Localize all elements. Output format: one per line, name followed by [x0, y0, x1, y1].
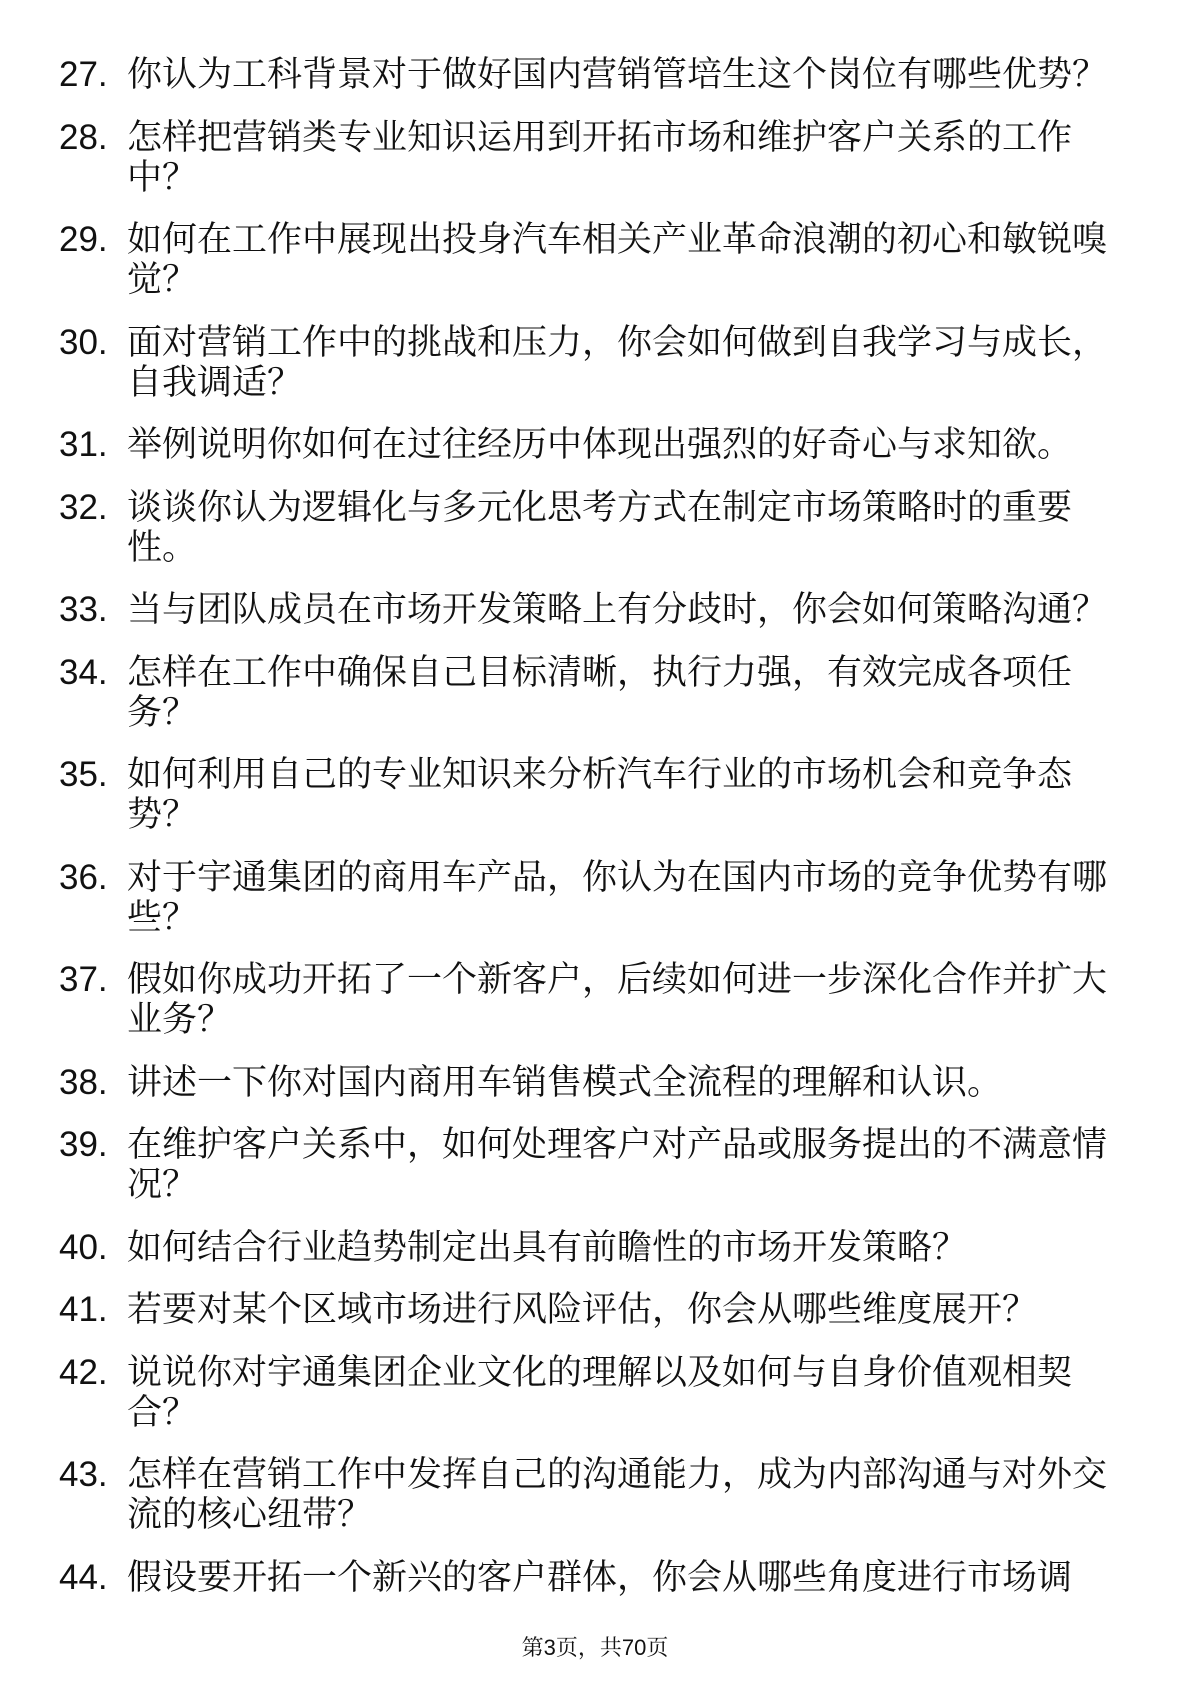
- question-text: [127, 1290, 1167, 1330]
- question-number: 34.: [59, 652, 108, 692]
- question-text-line: 若要对某个区域市场进行风险评估，你会从哪些维度展开？: [127, 1290, 1038, 1329]
- question-text: [127, 755, 1167, 835]
- question-text: [127, 590, 1167, 630]
- question-item: [0, 960, 1190, 1040]
- question-list: [0, 55, 1190, 1620]
- question-text-line: 讲述一下你对国内商用车销售模式全流程的理解和认识。: [127, 1062, 1003, 1102]
- question-number: 37.: [59, 960, 108, 999]
- question-item: [0, 220, 1190, 300]
- question-text-line: 当与团队成员在市场开发策略上有分歧时，你会如何策略沟通？: [127, 590, 1108, 629]
- question-text-line: 怎样在工作中确保自己目标清晰，执行力强，有效完成各项任: [127, 652, 1073, 692]
- question-text: [127, 1353, 1167, 1433]
- question-text-line: 流的核心纽带？: [127, 1495, 373, 1534]
- question-number: 42.: [59, 1352, 108, 1392]
- question-text-line: 如何利用自己的专业知识来分析汽车行业的市场机会和竞争态: [127, 755, 1073, 794]
- page-number-label: 第3页，共70页: [521, 1635, 669, 1660]
- question-text: [127, 1455, 1167, 1535]
- question-text: [127, 858, 1167, 938]
- question-text-line: 务？: [127, 692, 198, 732]
- question-text-line: 些？: [127, 897, 198, 937]
- question-text-line: 在维护客户关系中，如何处理客户对产品或服务提出的不满意情: [127, 1125, 1108, 1164]
- question-text: [127, 323, 1167, 403]
- question-number: 43.: [59, 1455, 108, 1494]
- question-item: [0, 1290, 1190, 1330]
- question-number: 44.: [59, 1557, 108, 1597]
- question-text-line: 业务？: [127, 1000, 233, 1039]
- question-text-line: 怎样在营销工作中发挥自己的沟通能力，成为内部沟通与对外交: [127, 1455, 1108, 1494]
- question-item: [0, 425, 1190, 465]
- question-item: [0, 1455, 1190, 1535]
- page-footer: [0, 1633, 1190, 1663]
- question-text: [127, 488, 1167, 568]
- question-text-line: 谈谈你认为逻辑化与多元化思考方式在制定市场策略时的重要: [127, 487, 1073, 527]
- question-item: [0, 653, 1190, 733]
- question-text-line: 况？: [127, 1165, 198, 1204]
- question-text: [127, 1063, 1167, 1103]
- question-text: [127, 1125, 1167, 1205]
- question-number: 41.: [59, 1290, 108, 1329]
- question-text: [127, 653, 1167, 733]
- question-text-line: 怎样把营销类专业知识运用到开拓市场和维护客户关系的工作: [127, 117, 1073, 157]
- question-number: 28.: [59, 117, 108, 157]
- question-text-line: 如何在工作中展现出投身汽车相关产业革命浪潮的初心和敏锐嗅: [127, 220, 1108, 259]
- question-text: [127, 1228, 1167, 1268]
- question-text-line: 中？: [127, 157, 198, 197]
- question-item: [0, 1353, 1190, 1433]
- question-text-line: 你认为工科背景对于做好国内营销管培生这个岗位有哪些优势？: [127, 55, 1108, 94]
- question-item: [0, 1063, 1190, 1103]
- question-text-line: 面对营销工作中的挑战和压力，你会如何做到自我学习与成长，: [127, 322, 1108, 362]
- question-text: [127, 425, 1167, 465]
- question-text: [127, 960, 1167, 1040]
- question-item: [0, 323, 1190, 403]
- question-text-line: 性。: [127, 527, 198, 567]
- question-item: [0, 1558, 1190, 1598]
- question-number: 27.: [59, 55, 108, 94]
- question-number: 38.: [59, 1062, 108, 1102]
- question-number: 31.: [59, 425, 108, 464]
- question-text-line: 势？: [127, 795, 198, 834]
- question-item: [0, 118, 1190, 198]
- question-item: [0, 1228, 1190, 1268]
- question-text-line: 觉？: [127, 260, 198, 299]
- question-item: [0, 55, 1190, 95]
- question-text-line: 如何结合行业趋势制定出具有前瞻性的市场开发策略？: [127, 1227, 968, 1267]
- question-text: [127, 1558, 1167, 1598]
- question-item: [0, 1125, 1190, 1205]
- question-item: [0, 858, 1190, 938]
- question-item: [0, 488, 1190, 568]
- question-number: 30.: [59, 322, 108, 362]
- question-item: [0, 590, 1190, 630]
- question-text-line: 自我调适？: [127, 362, 303, 402]
- question-text-line: 举例说明你如何在过往经历中体现出强烈的好奇心与求知欲。: [127, 425, 1073, 464]
- question-text-line: 合？: [127, 1392, 198, 1432]
- question-text-line: 假如你成功开拓了一个新客户，后续如何进一步深化合作并扩大: [127, 960, 1108, 999]
- question-text: [127, 55, 1167, 95]
- question-number: 40.: [59, 1227, 108, 1267]
- question-number: 39.: [59, 1125, 108, 1164]
- question-number: 33.: [59, 590, 108, 629]
- question-text-line: 说说你对宇通集团企业文化的理解以及如何与自身价值观相契: [127, 1352, 1073, 1392]
- question-text-line: 假设要开拓一个新兴的客户群体，你会从哪些角度进行市场调: [127, 1557, 1073, 1597]
- question-item: [0, 755, 1190, 835]
- question-text: [127, 118, 1167, 198]
- question-text-line: 对于宇通集团的商用车产品，你认为在国内市场的竞争优势有哪: [127, 857, 1108, 897]
- question-number: 36.: [59, 857, 108, 897]
- question-text: [127, 220, 1167, 300]
- question-number: 32.: [59, 487, 108, 527]
- question-number: 35.: [59, 755, 108, 794]
- question-number: 29.: [59, 220, 108, 259]
